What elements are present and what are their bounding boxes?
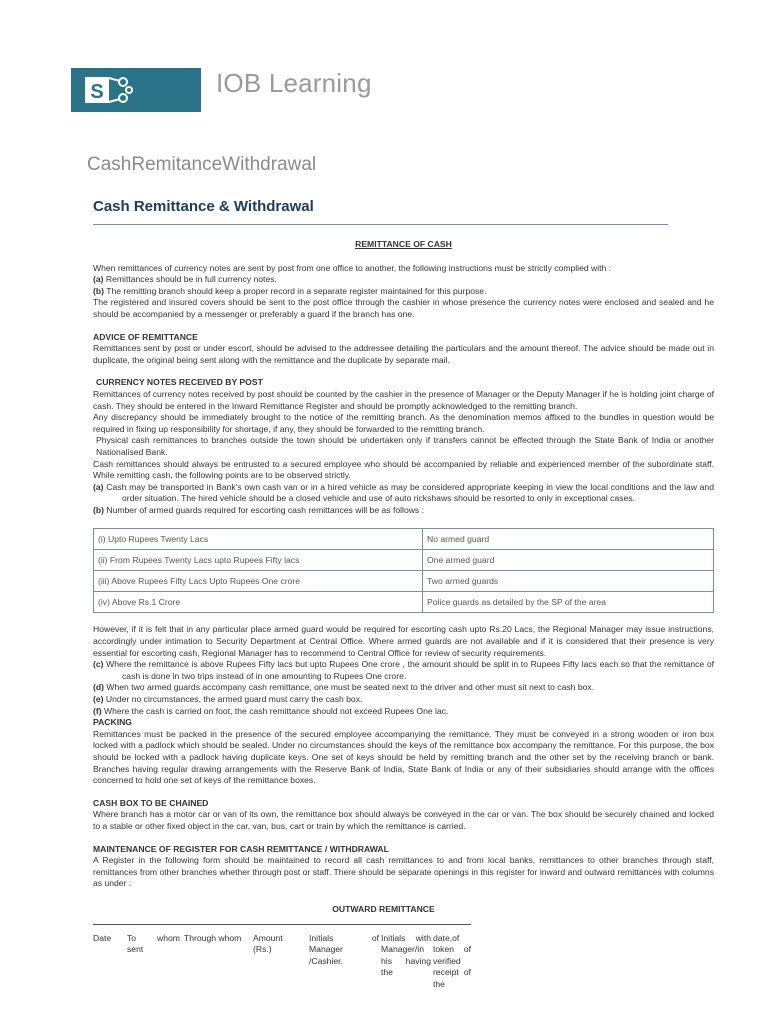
chained-paragraph: Where branch has a motor car or van of its own, the remittance box should always be conveyed in the car or van. The box should be securely chained and locked to a stable or other fixed object in the car, van, bus, cart or train by which the remittance is carried. xyxy=(93,809,714,831)
chained-heading: CASH BOX TO BE CHAINED xyxy=(93,797,209,808)
column-initials-manager: Initials of Manager /Cashier. xyxy=(309,932,379,966)
outward-remittance-heading: OUTWARD REMITTANCE xyxy=(332,903,435,914)
column-date: Date xyxy=(93,932,112,943)
column-through: Through whom xyxy=(184,932,242,943)
register-paragraph: A Register in the following form should be maintained to record all cash remittances to and from local banks, remittances to other branches through staff, remittances from other branches whether through post or staff. There should be separate openings in this register for inward and outward remittances with columns as under : xyxy=(93,855,714,889)
currency-heading: CURRENCY NOTES RECEIVED BY POST xyxy=(96,377,263,388)
sharepoint-logo[interactable] xyxy=(71,68,201,112)
page-title: CashRemitanceWithdrawal xyxy=(87,154,317,175)
column-date-token: date,of token of verified receipt of the xyxy=(433,932,471,989)
table-row xyxy=(94,550,714,571)
item-f: (f) Where the cash is carried on foot, the cash remittance should not exceed Rupees One lac. xyxy=(93,705,449,716)
table-cell-range: (ii) From Rupees Twenty Lacs upto Rupees Fifty lacs xyxy=(94,550,423,571)
column-to-sent: To sent xyxy=(127,932,144,955)
currency-paragraph-1: Remittances of currency notes received by post should be counted by the cashier in the presence of Manager or the Deputy Manager if he is holding joint charge of cash. They should be entered in the Inward Remittance Register and should be promptly acknowledged to the remitting branch. xyxy=(93,388,714,411)
item-e: (e) Under no circumstances, the armed guard must carry the cash box. xyxy=(93,694,363,705)
currency-paragraph-3: Physical cash remittances to branches outside the town should be undertaken only if transfers cannot be effected through the State Bank of India or another Nationalised Bank. xyxy=(96,435,714,457)
intro-paragraph: When remittances of currency notes are sent by post from one office to another, the following instructions must be strictly complied with : xyxy=(93,262,612,273)
site-header xyxy=(0,0,768,140)
intro-paragraph-2: The registered and insured covers should be sent to the post office through the cashier in whose presence the currency notes were enclosed and sealed and he should be accompanied by a messenger or preferably a guard if the branch has one. xyxy=(93,297,714,319)
table-cell-guard: One armed guard xyxy=(423,550,714,571)
table-cell-guard: Police guards as detailed by the SP of the area xyxy=(423,592,714,613)
item-c: (c) Where the remittance is above Rupees Fifty lacs but upto Rupees One crore , the amount should be split in to Rupees Fifty lacs each so that the remittance of cash is done in two trips instead of in one amounting to Rupees One crore. xyxy=(93,659,715,681)
document-title: Cash Remittance & Withdrawal xyxy=(93,196,668,225)
table-cell-guard: Two armed guards xyxy=(423,571,714,592)
outward-register-columns xyxy=(93,933,714,993)
item-d: (d) When two armed guards accompany cash remittance, one must be seated next to the driver and other must sit next to cash box. xyxy=(93,682,595,693)
divider xyxy=(93,924,471,925)
advice-heading: ADVICE OF REMITTANCE xyxy=(93,331,198,342)
packing-heading: PACKING xyxy=(93,717,132,728)
packing-paragraph: Remittances must be packed in the presence of the secured employee accompanying the remittance. They must be conveyed in a strong wooden or iron box locked with a padlock which should be sealed. Under no circumstances should the keys of the remittance box accompany the remittance. For this purpose, the box should be locked with a padlock having duplicate keys. One set of keys should be held by remitting branch and the other set by the receiving branch or bank. Branches having regular drawing arrangements with the Reserve Bank of India, State Bank of India or any of their subsidiaries should arrange with the offices concerned to hold one set of keys of the remittance boxes. xyxy=(93,728,714,786)
after-table-paragraph: However, if it is felt that in any particular place armed guard would be required for escorting cash upto Rs.20 Lacs, the Regional Manager may issue instructions, accordingly under intimation to Security Department at Central Office. Where armed guards are not available and if it is considered that their presence is very essential for escorting cash, Regional Manager has to recommend to Central Office for review of security requirements. xyxy=(93,624,714,658)
table-cell-range: (iv) Above Rs.1 Crore xyxy=(94,592,423,613)
currency-item-b: (b) Number of armed guards required for escorting cash remittances will be as follows : xyxy=(93,504,425,515)
currency-paragraph-2: Any discrepancy should be immediately brought to the notice of the remitting branch. As the denomination memos affixed to the bundles in question would be required in fixing up responsibility for shortage, if any, they should be forwarded to the remitting branch. xyxy=(93,412,714,434)
document-body xyxy=(93,196,714,993)
advice-paragraph: Remittances sent by post or under escort, should be advised to the addressee detailing the particulars and the amount thereof. The advice should be made out in duplicate, the original being sent along with the remittance and the duplicate by separate mail. xyxy=(93,343,714,365)
table-cell-range: (i) Upto Rupees Twenty Lacs xyxy=(94,529,423,550)
table-cell-range: (iii) Above Rupees Fifty Lacs Upto Rupees One crore xyxy=(94,571,423,592)
sharepoint-icon xyxy=(85,72,135,108)
register-heading: MAINTENANCE OF REGISTER FOR CASH REMITTANCE / WITHDRAWAL xyxy=(93,843,389,854)
table-row xyxy=(94,592,714,613)
svg-text:S: S xyxy=(90,81,104,103)
site-title[interactable]: IOB Learning xyxy=(216,68,372,98)
intro-item-a: (a) Remittances should be in full currency notes. xyxy=(93,274,277,285)
table-cell-guard: No armed guard xyxy=(423,529,714,550)
table-row xyxy=(94,529,714,550)
intro-item-b: (b) The remitting branch should keep a proper record in a separate register maintained for this purpose. xyxy=(93,285,487,296)
column-initials-token: Initials with Manager/in his having the xyxy=(381,932,431,978)
column-whom: whom xyxy=(157,932,180,943)
table-row xyxy=(94,571,714,592)
currency-item-a: (a) Cash may be transported in Bank's own cash van or in a hired vehicle as may be considered appropriate keeping in view the local conditions and the law and order situation. The hired vehicle should be a closed vehicle and use of auto rickshaws should be resorted to only in exceptional cases. xyxy=(93,481,714,504)
armed-guards-table xyxy=(93,528,714,613)
remittance-heading: REMITTANCE OF CASH xyxy=(355,239,452,249)
column-amount: Amount (Rs.) xyxy=(253,932,283,955)
currency-paragraph-4: Cash remittances should always be entrusted to a secured employee who should be accompanied by reliable and experienced member of the subordinate staff. While remitting cash, the following points are to be observed strictly. xyxy=(93,458,714,481)
